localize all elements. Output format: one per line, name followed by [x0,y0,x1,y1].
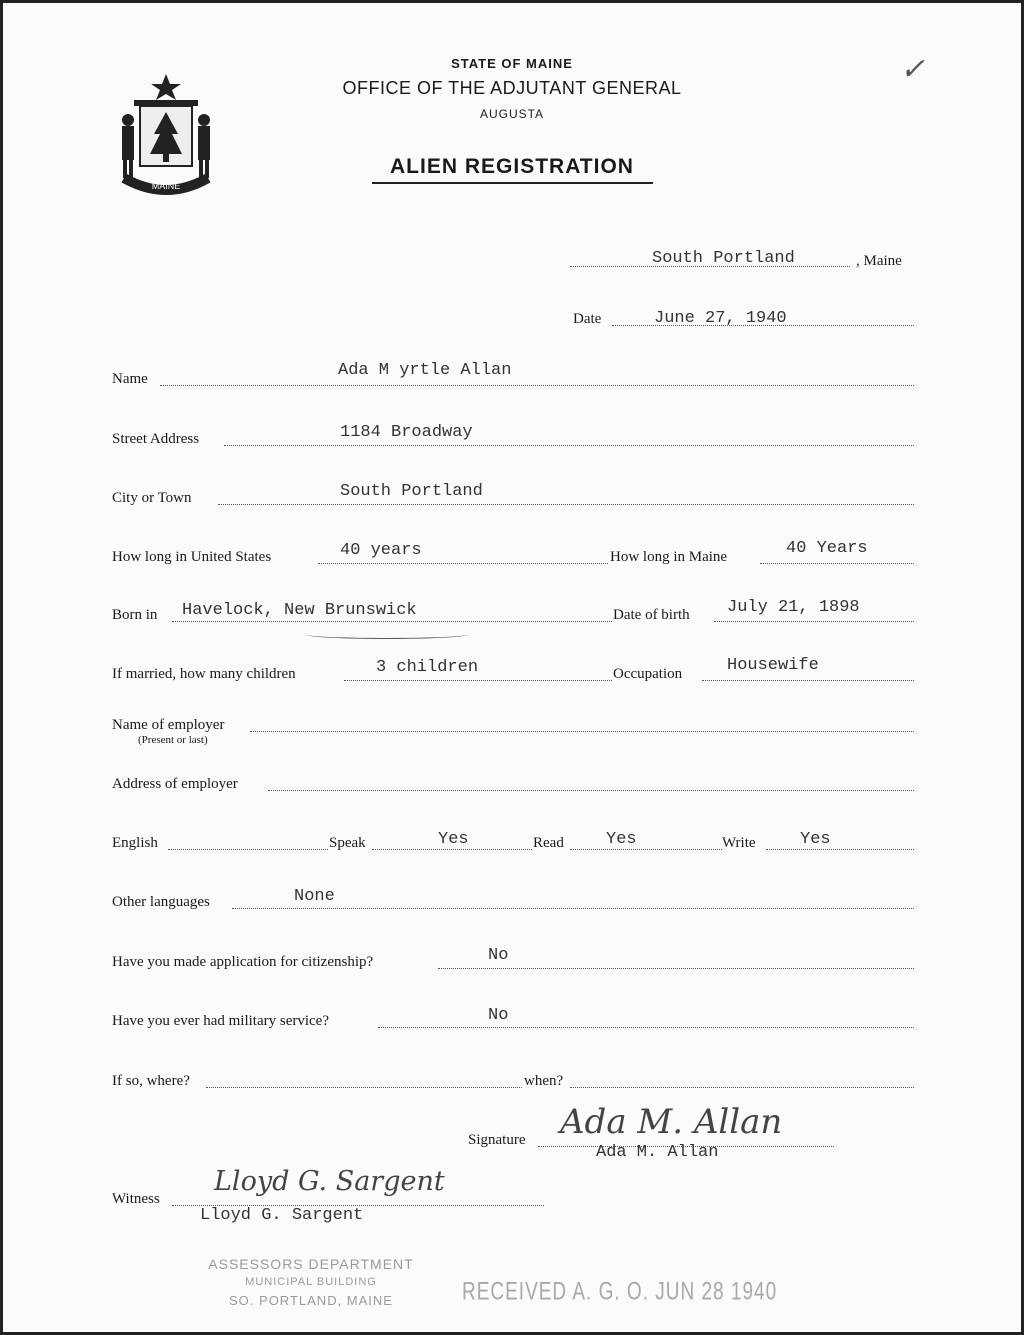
witness-label: Witness [112,1191,160,1207]
date-label: Date [573,311,602,327]
place-suffix: , Maine [856,253,902,269]
assessor-stamp-line3: SO. PORTLAND, MAINE [229,1293,393,1308]
read-value: Yes [606,830,637,849]
other-languages-label: Other languages [112,894,210,910]
employer-address-label: Address of employer [112,776,238,792]
occupation-value: Housewife [727,656,819,675]
birthplace-label: Born in [112,607,158,623]
military-value: No [488,1006,509,1025]
witness-typed: Lloyd G. Sargent [200,1206,364,1225]
form-title: ALIEN REGISTRATION [390,155,634,178]
children-label: If married, how many children [112,666,296,682]
write-value: Yes [800,830,831,849]
children-value: 3 children [376,658,479,677]
svg-text:MAINE: MAINE [151,181,181,191]
employer-label: Name of employer [112,717,225,733]
dob-value: July 21, 1898 [727,598,860,617]
speak-label: Speak [329,835,366,851]
received-stamp: RECEIVED A. G. O. JUN 28 1940 [462,1278,778,1306]
write-label: Write [722,835,756,851]
employer-sublabel: (Present or last) [138,734,208,746]
signature-label: Signature [468,1132,526,1148]
other-languages-value: None [294,887,335,906]
street-label: Street Address [112,431,200,447]
birthplace-value: Havelock, New Brunswick [182,601,417,620]
place-value: South Portland [652,249,795,268]
maine-duration-value: 40 Years [786,539,868,558]
city-label: City or Town [112,490,192,506]
assessor-stamp-line2: MUNICIPAL BUILDING [245,1276,377,1288]
us-duration-value: 40 years [340,541,422,560]
title-underline [372,182,653,184]
birthplace-underline-mark [306,630,468,639]
city-heading: AUGUSTA [479,107,545,121]
name-value: Ada M yrtle Allan [338,361,512,380]
office-heading: OFFICE OF THE ADJUTANT GENERAL [342,78,682,98]
citizenship-label: Have you made application for citizenship? [112,954,374,970]
witness-handwritten: Lloyd G. Sargent [214,1166,445,1197]
name-label: Name [112,371,148,387]
occupation-label: Occupation [613,666,683,682]
assessor-stamp-line1: ASSESSORS DEPARTMENT [208,1256,414,1272]
date-value: June 27, 1940 [654,309,787,328]
dob-label: Date of birth [613,607,690,623]
read-label: Read [533,835,564,851]
english-label: English [112,835,158,851]
citizenship-value: No [488,946,509,965]
where-label: If so, where? [112,1073,190,1089]
street-value: 1184 Broadway [340,423,473,442]
city-value: South Portland [340,482,483,501]
signature-typed: Ada M. Allan [596,1143,719,1162]
military-label: Have you ever had military service? [112,1013,329,1029]
state-heading: STATE OF MAINE [451,56,573,71]
us-duration-label: How long in United States [112,549,272,565]
signature-handwritten: Ada M. Allan [560,1102,783,1142]
when-label: when? [524,1073,564,1089]
check-mark: ✓ [900,52,926,87]
maine-duration-label: How long in Maine [610,549,728,565]
speak-value: Yes [438,830,469,849]
